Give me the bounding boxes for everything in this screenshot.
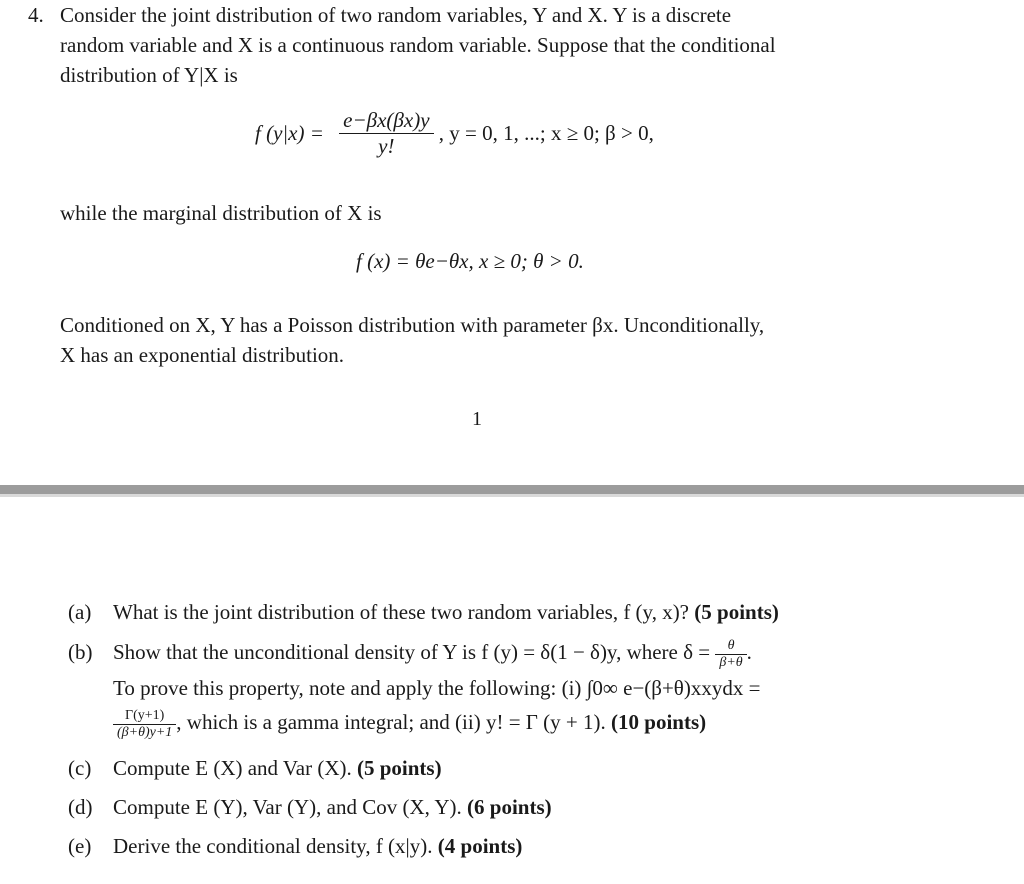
page-number: 1: [472, 408, 482, 430]
gamma-denominator: (β+θ)y+1: [113, 724, 176, 741]
part-a-text: What is the joint distribution of these two random variables, f (y, x)?: [113, 600, 690, 624]
intro-line-3: distribution of Y|X is: [60, 63, 238, 87]
part-b: (b) Show that the unconditional density of Y is f (y) = δ(1 − δ)y, where δ = $\frac{\theta}{\beta+\theta}$ .: [68, 634, 752, 671]
part-e: [68, 828, 522, 864]
eq1-denominator: y!: [339, 133, 433, 159]
gamma-fraction: [113, 708, 176, 741]
conclusion-line-1: Conditioned on X, Y has a Poisson distribution with parameter βx. Unconditionally,: [60, 313, 765, 337]
problem-number: 4.: [28, 3, 44, 27]
part-a-points: (5 points): [694, 600, 779, 624]
part-c-points: (5 points): [356, 756, 442, 780]
conclusion-line-2: X has an exponential distribution.: [60, 343, 345, 367]
part-c: [68, 750, 442, 786]
conditional-equation: [255, 108, 654, 159]
delta-fraction: [715, 638, 746, 671]
part-b-line-2: To prove this property, note and apply the following: (i) ∫0∞ e−(β+θ)xxydx =: [113, 676, 761, 700]
conclusion-paragraph: [60, 310, 764, 370]
part-e-label: (e): [68, 834, 92, 858]
part-c-text: Compute E (X) and Var (X).: [113, 756, 352, 780]
delta-denominator: β+θ: [715, 654, 746, 671]
part-e-points: (4 points): [437, 834, 523, 858]
delta-numerator: θ: [727, 637, 735, 653]
intro-line-2: random variable and X is a continuous random variable. Suppose that the conditional: [60, 33, 776, 57]
part-d-label: (d): [68, 795, 93, 819]
eq1-conditions: , y = 0, 1, ...; x ≥ 0; β > 0,: [438, 121, 654, 145]
intro-paragraph: [60, 0, 776, 90]
part-b-points: (10 points): [611, 710, 707, 734]
part-b-text-1: Show that the unconditional density of Y is f (y) = δ(1 − δ)y, where δ =: [113, 640, 711, 664]
page-divider-shadow: [0, 494, 1024, 497]
gamma-numerator: Γ(y+1): [124, 707, 165, 723]
part-e-text: Derive the conditional density, f (x|y).: [113, 834, 433, 858]
marginal-equation: f (x) = θe−θx, x ≥ 0; θ > 0.: [356, 249, 584, 273]
part-a-label: (a): [68, 600, 92, 624]
part-d-text: Compute E (Y), Var (Y), and Cov (X, Y).: [113, 795, 462, 819]
marginal-text: while the marginal distribution of X is: [60, 201, 382, 225]
part-b-label: (b): [68, 640, 93, 664]
intro-line-1: Consider the joint distribution of two random variables, Y and X. Y is a discrete: [60, 3, 732, 27]
part-a: [68, 594, 779, 630]
part-c-label: (c): [68, 756, 92, 780]
part-b-text-3: , which is a gamma integral; and (ii) y! = Γ (y + 1).: [176, 710, 606, 734]
eq1-lhs: f (y|x) =: [255, 121, 324, 145]
page-divider: [0, 485, 1024, 494]
eq1-fraction: [339, 108, 433, 159]
part-d-points: (6 points): [467, 795, 552, 819]
eq1-numerator: e−βx(βx)y: [343, 108, 430, 132]
part-d: [68, 789, 552, 825]
part-b-line-3: [113, 704, 706, 741]
